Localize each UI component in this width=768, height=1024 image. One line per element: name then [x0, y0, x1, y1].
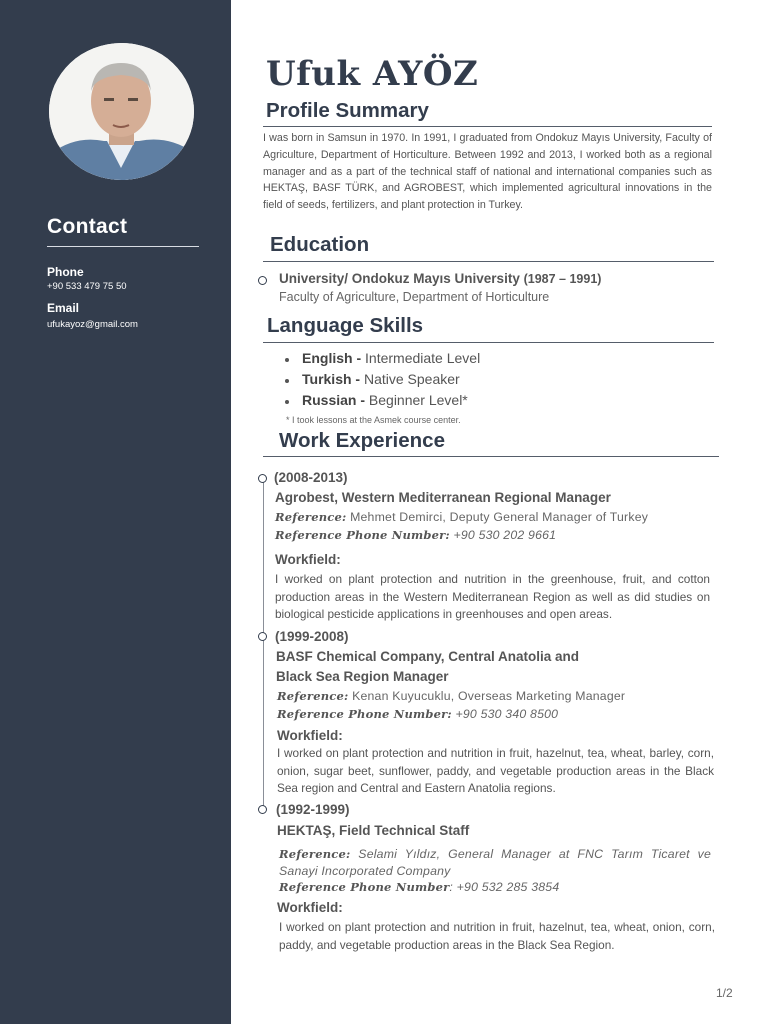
list-item: [283, 392, 480, 413]
reference-phone-label: Reference Phone Number:: [277, 707, 452, 721]
education-school: [279, 271, 601, 286]
list-item: [283, 371, 480, 392]
work-3-years: (1992-1999): [276, 802, 350, 817]
profile-summary-divider: [263, 126, 712, 127]
contact-divider: [47, 246, 199, 247]
work-1-reference-phone: [275, 528, 556, 542]
list-item: [283, 350, 480, 371]
reference-value: Selami Yıldız, General Manager at FNC Tarım Ticaret ve Sanayi Incorporated Company: [279, 847, 711, 878]
language-list: [283, 350, 480, 413]
education-faculty: Faculty of Agriculture, Department of Horticulture: [279, 290, 550, 304]
work-3-workfield-text: I worked on plant protection and nutrition in fruit, hazelnut, tea, wheat, onion, corn, paddy, and vegetable production areas in the Black Sea Region.: [279, 920, 715, 952]
email-label: Email: [47, 301, 80, 315]
work-1-reference: [275, 510, 648, 524]
portrait-image: [49, 43, 194, 180]
language-level: Intermediate Level: [361, 350, 481, 366]
work-2-title-line2: Black Sea Region Manager: [276, 669, 449, 684]
education-bullet-icon: [258, 276, 267, 285]
sidebar: [0, 0, 231, 1024]
work-3-reference-phone: [279, 880, 559, 894]
language-skills-divider: [263, 342, 714, 343]
language-name: Turkish -: [302, 371, 361, 387]
work-2-title-line1: BASF Chemical Company, Central Anatolia and: [276, 649, 580, 664]
reference-phone-label: Reference Phone Number:: [275, 528, 450, 542]
timeline-node-icon: [258, 805, 267, 814]
work-2-years: (1999-2008): [275, 629, 349, 644]
work-2-workfield-text: I worked on plant protection and nutrition in fruit, hazelnut, tea, wheat, barley, corn, onion, sugar beet, sunflower, paddy, and vegetable production areas in the Black Sea region and Central and Eastern Anatolia regions.: [277, 746, 714, 795]
language-footnote: * I took lessons at the Asmek course center.: [286, 415, 461, 425]
work-1-years: (2008-2013): [274, 470, 348, 485]
work-timeline: [263, 479, 264, 810]
work-2-reference-phone: [277, 707, 558, 721]
reference-label: Reference:: [279, 847, 351, 861]
profile-summary-heading: Profile Summary: [266, 99, 429, 122]
reference-phone-value: : +90 532 285 3854: [449, 880, 560, 894]
page-number: 1/2: [716, 986, 733, 1000]
education-school-name: University/ Ondokuz Mayıs University: [279, 271, 520, 286]
reference-label: Reference:: [277, 689, 349, 703]
reference-phone-value: +90 530 340 8500: [451, 707, 559, 721]
work-1-workfield-label: Workfield:: [275, 552, 341, 567]
profile-photo: [49, 43, 194, 180]
reference-value: Mehmet Demirci, Deputy General Manager of Turkey: [346, 510, 649, 524]
work-experience-divider: [263, 456, 719, 457]
education-divider: [263, 261, 714, 262]
language-name: English -: [302, 350, 362, 366]
work-3-reference: [279, 846, 711, 880]
reference-phone-value: +90 530 202 9661: [449, 528, 557, 542]
phone-label: Phone: [47, 265, 84, 279]
timeline-node-icon: [258, 632, 267, 641]
language-level: Beginner Level*: [365, 392, 468, 408]
person-name: Ufuk AYÖZ: [266, 54, 479, 94]
language-level: Native Speaker: [360, 371, 460, 387]
work-2-reference: [277, 689, 625, 703]
language-name: Russian -: [302, 392, 366, 408]
language-skills-heading: Language Skills: [267, 314, 424, 337]
work-1-workfield-text: I worked on plant protection and nutrition in the greenhouse, fruit, and cotton production areas in the Western Mediterranean Region as well as did studies on biological pesticide applications in greenhouses and open areas.: [275, 572, 710, 621]
reference-label: Reference:: [275, 510, 347, 524]
reference-value: Kenan Kuyucuklu, Overseas Marketing Manager: [348, 689, 626, 703]
reference-phone-label: Reference Phone Number: [279, 880, 450, 894]
email-value: ufukayoz@gmail.com: [47, 319, 138, 330]
work-3-title: HEKTAŞ, Field Technical Staff: [277, 823, 470, 838]
profile-summary-text: I was born in Samsun in 1970. In 1991, I graduated from Ondokuz Mayıs University, Faculty of Agriculture, Department of Horticulture. Between 1992 and 2013, I worked both as a regional manager and as a part of the technical staff of national and international companies such as HEKTAŞ, BASF TÜRK, and AGROBEST, which implemented agricultural innovations in the field of seeds, fertilizers, and plant protection in Turkey.: [263, 132, 712, 212]
contact-heading: Contact: [47, 215, 128, 238]
work-1-title: Agrobest, Western Mediterranean Regional Manager: [275, 490, 611, 505]
timeline-node-icon: [258, 474, 267, 483]
work-3-workfield-label: Workfield:: [277, 900, 343, 915]
education-years: (1987 – 1991): [523, 272, 602, 286]
work-experience-heading: Work Experience: [279, 429, 445, 452]
education-heading: Education: [270, 233, 370, 256]
phone-value: +90 533 479 75 50: [47, 281, 127, 292]
work-2-workfield-label: Workfield:: [277, 728, 343, 743]
